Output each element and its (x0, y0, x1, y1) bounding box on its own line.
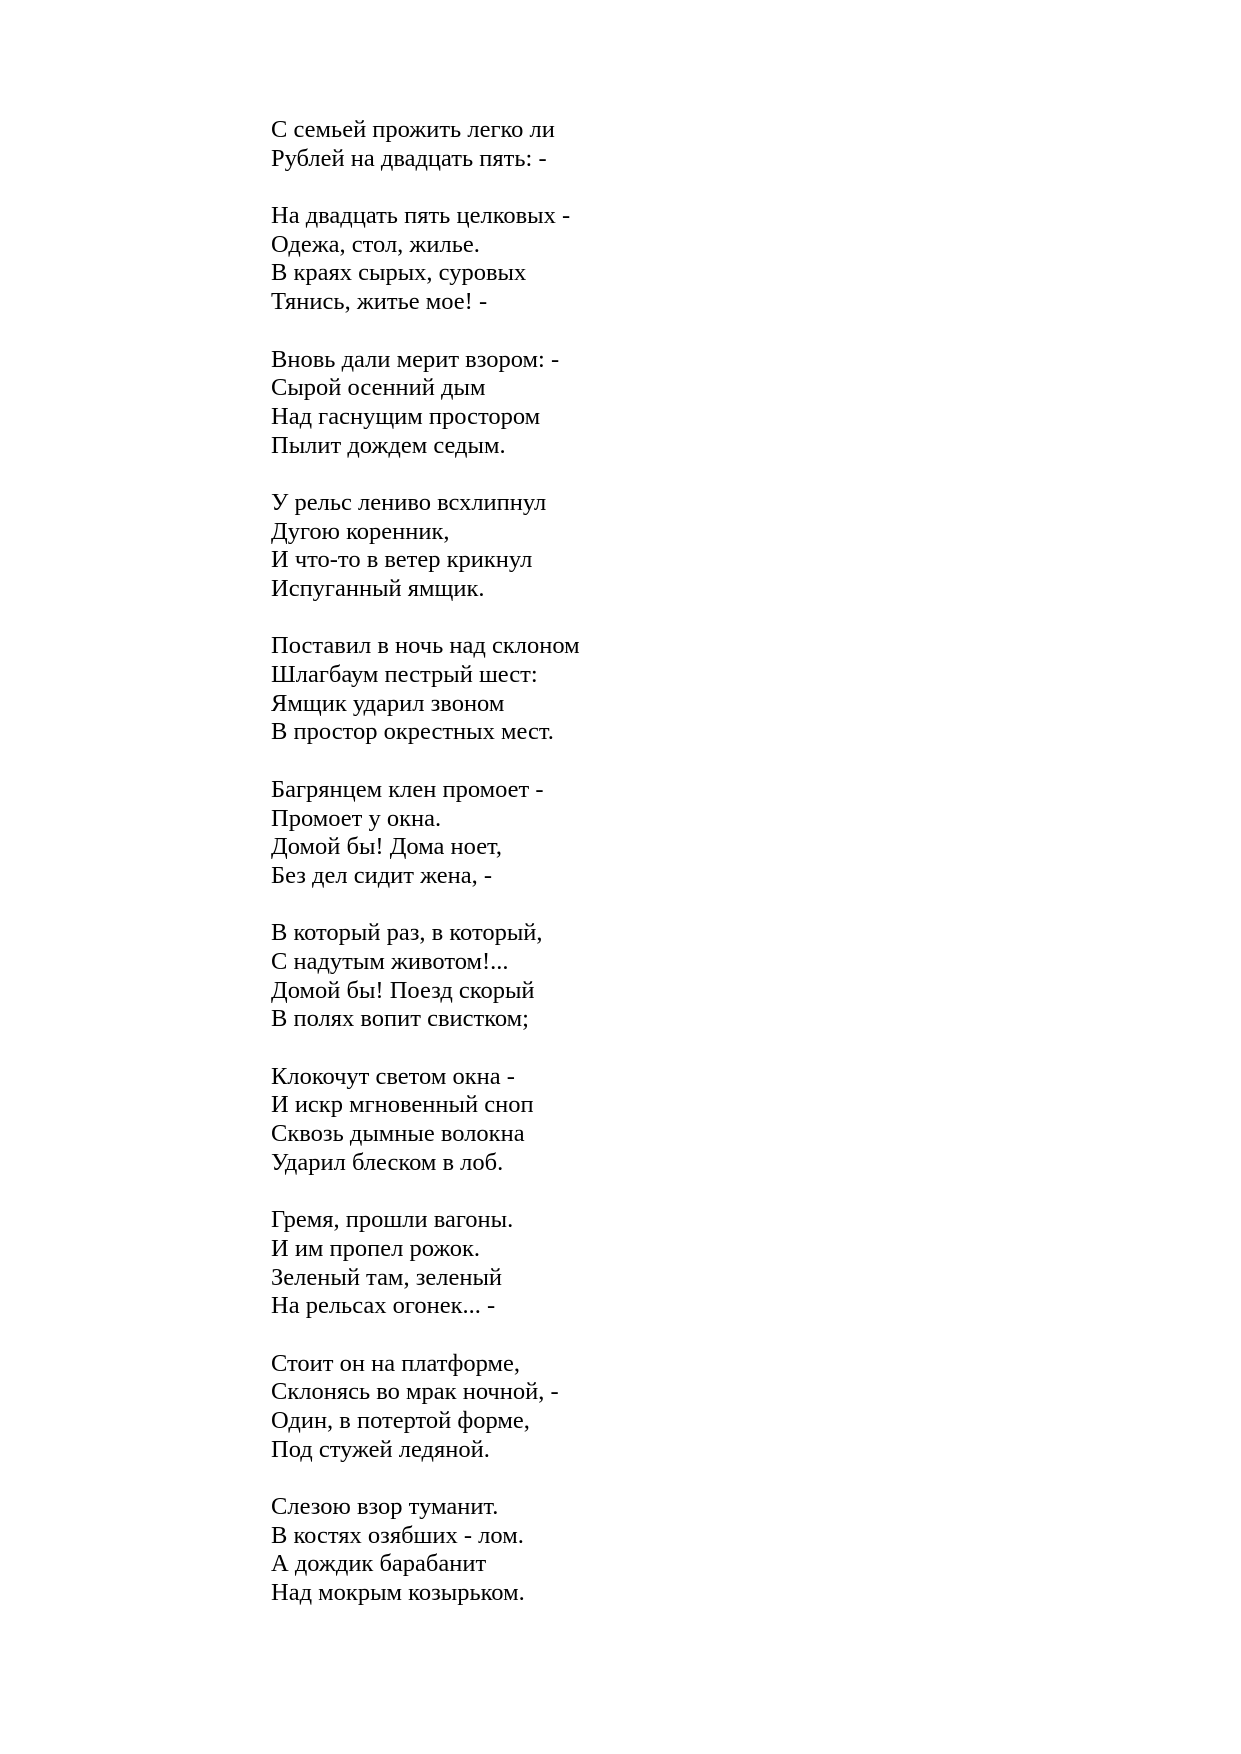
poem-line: И что-то в ветер крикнул (271, 546, 533, 574)
poem-line: Шлагбаум пестрый шест: (271, 661, 538, 689)
poem-line: Клокочут светом окна - (271, 1062, 515, 1090)
poem-line: Тянись, житье мое! - (271, 288, 488, 316)
poem-line: Один, в потертой форме, (271, 1406, 530, 1434)
poem-line: Вновь дали мерит взором: - (271, 345, 560, 373)
poem-line: Домой бы! Поезд скорый (271, 976, 535, 1004)
stanza-7 (271, 919, 580, 1034)
poem-line: Под стужей ледяной. (271, 1435, 490, 1463)
poem-line: Без дел сидит жена, - (271, 861, 493, 889)
poem-body (271, 116, 580, 1636)
stanza-1 (271, 116, 580, 173)
poem-line: У рельс лениво всхлипнул (271, 488, 547, 516)
poem-line: В костях озябших - лом. (271, 1521, 524, 1549)
poem-line: С надутым животом!... (271, 947, 509, 975)
poem-line: На двадцать пять целковых - (271, 202, 571, 230)
poem-line: Зеленый там, зеленый (271, 1263, 503, 1291)
poem-line: С семьей прожить легко ли (271, 116, 555, 143)
poem-line: Промоет у окна. (271, 804, 442, 832)
poem-line: В простор окрестных мест. (271, 718, 554, 746)
poem-line: И им пропел рожок. (271, 1234, 480, 1262)
poem-line: Сырой осенний дым (271, 374, 486, 402)
poem-line: Багрянцем клен промоет - (271, 775, 544, 803)
poem-line: В краях сырых, суровых (271, 259, 527, 287)
stanza-5 (271, 632, 580, 747)
poem-line: Рублей на двадцать пять: - (271, 144, 547, 172)
poem-line: Пылит дождем седым. (271, 431, 506, 459)
poem-line: Слезою взор туманит. (271, 1493, 499, 1520)
stanza-4 (271, 489, 580, 604)
poem-line: А дождик барабанит (271, 1550, 487, 1578)
poem-line: Гремя, прошли вагоны. (271, 1206, 514, 1234)
stanza-11 (271, 1493, 580, 1608)
poem-line: На рельсах огонек... - (271, 1292, 496, 1320)
poem-line: Над гаснущим простором (271, 402, 541, 430)
poem-line: Поставил в ночь над склоном (271, 632, 580, 660)
poem-line: В который раз, в который, (271, 919, 543, 947)
poem-line: Над мокрым козырьком. (271, 1579, 525, 1607)
poem-line: И искр мгновенный сноп (271, 1091, 534, 1119)
poem-line: Ударил блеском в лоб. (271, 1148, 504, 1176)
poem-line: Домой бы! Дома ноет, (271, 833, 503, 861)
poem-line: Дугою коренник, (271, 517, 450, 545)
poem-line: Сквозь дымные волокна (271, 1120, 525, 1148)
poem-line: Стоит он на платформе, (271, 1349, 520, 1377)
poem-line: Испуганный ямщик. (271, 575, 485, 602)
poem-line: Ямщик ударил звоном (271, 689, 505, 717)
stanza-8 (271, 1063, 580, 1178)
stanza-10 (271, 1350, 580, 1465)
poem-line: В полях вопит свистком; (271, 1005, 529, 1033)
poem-line: Одежа, стол, жилье. (271, 230, 480, 258)
stanza-9 (271, 1206, 580, 1321)
stanza-2 (271, 202, 580, 317)
stanza-3 (271, 346, 580, 461)
poem-line: Склонясь во мрак ночной, - (271, 1378, 559, 1406)
stanza-6 (271, 776, 580, 891)
